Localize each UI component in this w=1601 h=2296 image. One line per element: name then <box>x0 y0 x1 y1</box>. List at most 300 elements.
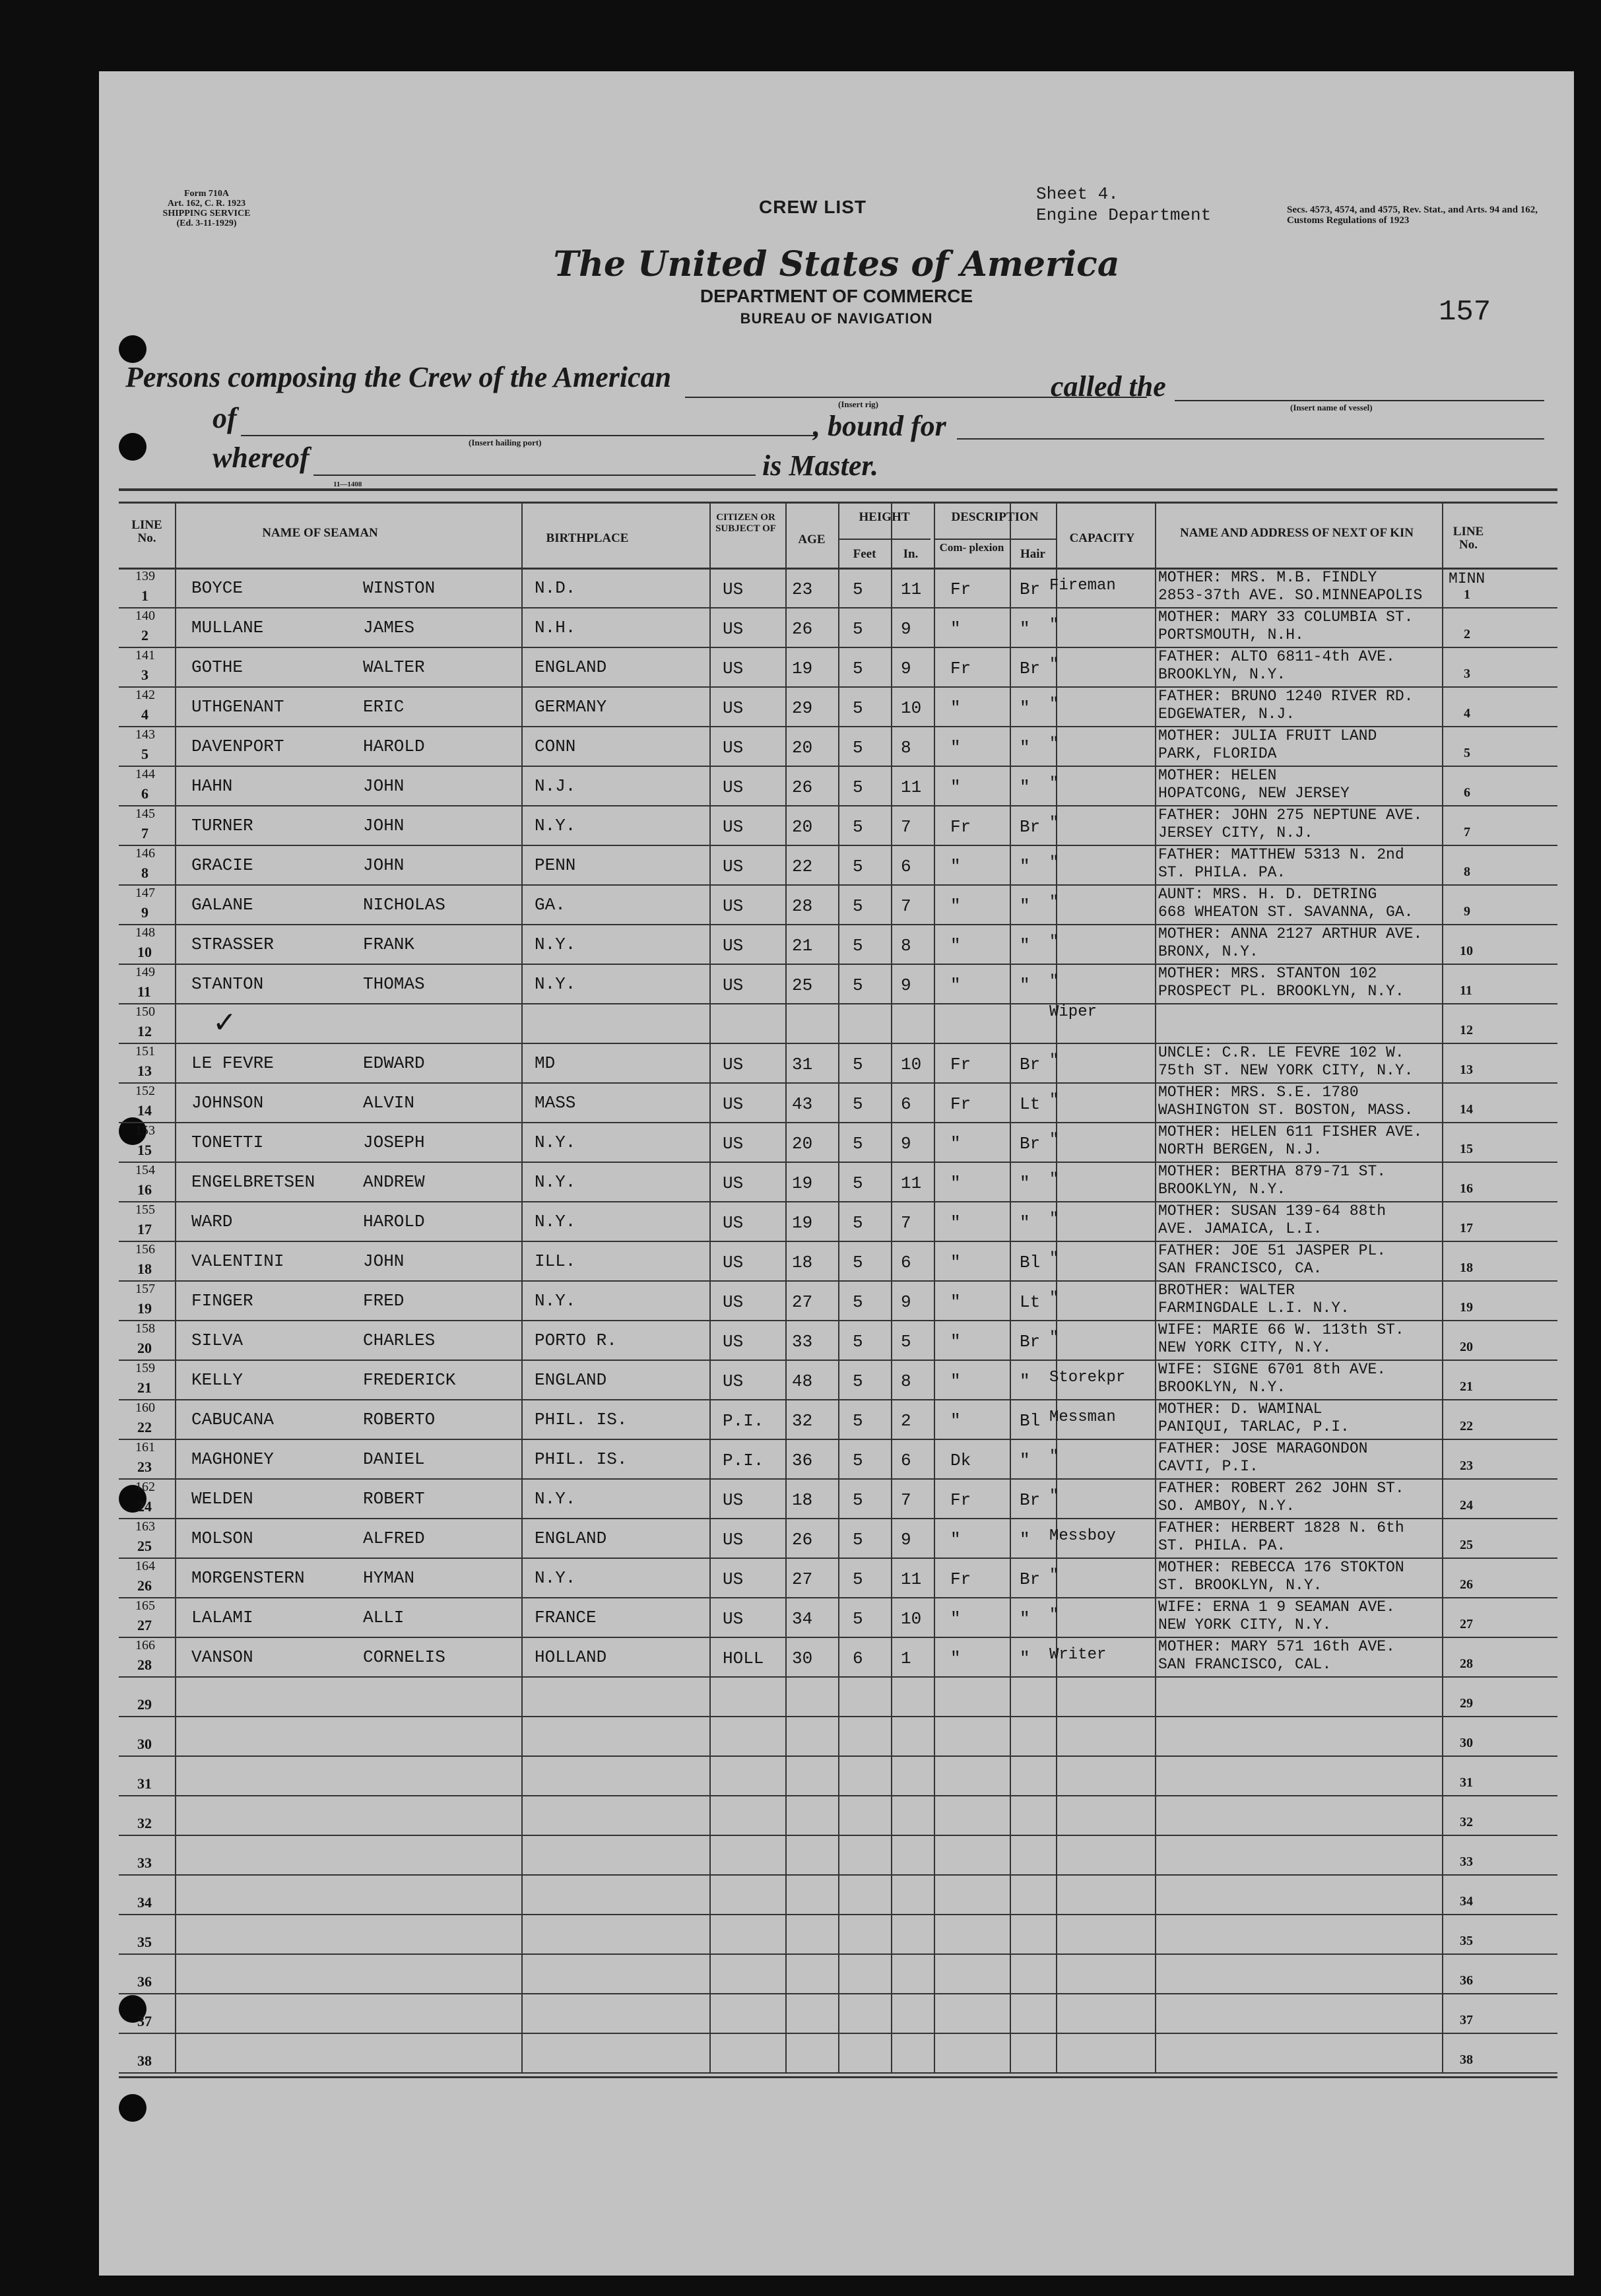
line-number-right: 7 <box>1464 825 1470 839</box>
complexion: " <box>950 1134 961 1154</box>
height-feet: 5 <box>853 698 863 718</box>
line-number-right: 6 <box>1464 785 1470 800</box>
serial-number: 152 <box>135 1084 155 1098</box>
seaman-given-name: CORNELIS <box>363 1647 445 1667</box>
birthplace: N.Y. <box>535 1568 576 1588</box>
line-number: 16 <box>137 1181 152 1198</box>
form-service: SHIPPING SERVICE <box>162 209 251 218</box>
line-number-right: 16 <box>1460 1181 1473 1196</box>
persons-phrase: Persons composing the Crew of the American <box>125 361 672 393</box>
seaman-given-name: JOHN <box>363 816 405 836</box>
serial-number: 153 <box>135 1123 155 1138</box>
insert-rig-hint: (Insert rig) <box>838 399 879 409</box>
capacity: " <box>1049 1171 1059 1189</box>
line-number-right: 9 <box>1464 904 1470 919</box>
citizenship: US <box>723 1213 744 1233</box>
next-of-kin-line1: FATHER: JOSE MARAGONDON <box>1158 1440 1368 1457</box>
next-of-kin-line2: CAVTI, P.I. <box>1158 1458 1258 1475</box>
line-number-right: 3 <box>1464 667 1470 681</box>
capacity: " <box>1049 656 1059 674</box>
next-of-kin-line1: FATHER: JOE 51 JASPER PL. <box>1158 1242 1387 1259</box>
seaman-given-name: HAROLD <box>363 1212 425 1231</box>
line-number-right: 2 <box>1464 627 1470 641</box>
age: 26 <box>792 1530 813 1550</box>
seaman-given-name: ROBERTO <box>363 1410 436 1429</box>
capacity: Wiper <box>1049 1003 1097 1021</box>
birthplace: GERMANY <box>535 697 607 717</box>
height-feet: 5 <box>853 1134 863 1154</box>
hair-color: " <box>1020 1451 1030 1470</box>
next-of-kin-line2: NEW YORK CITY, N.Y. <box>1158 1616 1332 1633</box>
complexion: Fr <box>950 1490 971 1510</box>
complexion: " <box>950 1371 961 1391</box>
capacity: Writer <box>1049 1646 1107 1664</box>
line-number-right: 13 <box>1460 1063 1473 1077</box>
age: 28 <box>792 896 813 916</box>
citizenship: US <box>723 619 744 639</box>
citizenship: US <box>723 659 744 678</box>
serial-number: 147 <box>135 886 155 900</box>
line-number-right: 5 <box>1464 746 1470 760</box>
next-of-kin-line2: PROSPECT PL. BROOKLYN, N.Y. <box>1158 983 1404 1000</box>
age: 30 <box>792 1649 813 1668</box>
line-number: 3 <box>141 667 148 683</box>
height-inches: 11 <box>901 579 922 599</box>
birthplace: N.Y. <box>535 1172 576 1192</box>
birthplace: ENGLAND <box>535 1528 607 1548</box>
next-of-kin-line2: HOPATCONG, NEW JERSEY <box>1158 785 1350 802</box>
punch-hole <box>119 335 147 363</box>
next-of-kin-line1: FATHER: HERBERT 1828 N. 6th <box>1158 1519 1404 1536</box>
next-of-kin-line2: FARMINGDALE L.I. N.Y. <box>1158 1299 1350 1317</box>
capacity: " <box>1049 1092 1059 1109</box>
crew-list-document <box>99 71 1574 2276</box>
height-feet: 5 <box>853 1173 863 1193</box>
line-number: 27 <box>137 1617 152 1633</box>
seaman-surname: MORGENSTERN <box>191 1568 305 1588</box>
height-inches: 10 <box>901 698 922 718</box>
hair-color: " <box>1020 698 1030 718</box>
column-divider <box>1442 502 1443 2072</box>
next-of-kin-line1: WIFE: ERNA 1 9 SEAMAN AVE. <box>1158 1598 1395 1616</box>
complexion: Fr <box>950 817 971 837</box>
seaman-given-name: ERIC <box>363 697 405 717</box>
complexion: Fr <box>950 659 971 678</box>
serial-number: 161 <box>135 1440 155 1455</box>
age: 21 <box>792 936 813 956</box>
line-number-right: 29 <box>1460 1696 1473 1711</box>
header-line-no-right: LINE No. <box>1453 525 1484 552</box>
hair-color: Br <box>1020 1569 1041 1589</box>
line-number: 36 <box>137 1973 152 1990</box>
height-feet: 5 <box>853 619 863 639</box>
serial-number: 143 <box>135 727 155 742</box>
line-number: 31 <box>137 1775 152 1792</box>
seaman-surname: MULLANE <box>191 618 264 638</box>
hair-color: Br <box>1020 817 1041 837</box>
seaman-surname: TONETTI <box>191 1132 264 1152</box>
line-number: 9 <box>141 904 148 921</box>
citizenship: P.I. <box>723 1451 764 1470</box>
height-feet: 5 <box>853 1411 863 1431</box>
hair-color: Br <box>1020 1134 1041 1154</box>
next-of-kin-line2: EDGEWATER, N.J. <box>1158 705 1295 723</box>
age: 18 <box>792 1253 813 1272</box>
birthplace: MASS <box>535 1093 576 1113</box>
height-inches: 8 <box>901 936 911 956</box>
capacity: " <box>1049 1488 1059 1505</box>
seaman-given-name: ROBERT <box>363 1489 425 1509</box>
age: 27 <box>792 1292 813 1312</box>
destination-field[interactable] <box>957 438 1544 440</box>
line-number-right: 22 <box>1460 1419 1473 1433</box>
line-number-right: 28 <box>1460 1656 1473 1671</box>
column-divider <box>709 502 711 2072</box>
seaman-surname: ENGELBRETSEN <box>191 1172 315 1192</box>
line-number-right: 19 <box>1460 1300 1473 1315</box>
line-number: 1 <box>141 587 148 604</box>
form-article: Art. 162, C. R. 1923 <box>167 199 246 209</box>
seaman-given-name: WINSTON <box>363 578 436 598</box>
header-feet: Feet <box>853 547 876 561</box>
height-inches: 6 <box>901 1451 911 1470</box>
age: 23 <box>792 579 813 599</box>
line-number-right: 12 <box>1460 1023 1473 1037</box>
hair-color: Br <box>1020 1490 1041 1510</box>
line-number: 10 <box>137 944 152 960</box>
height-feet: 5 <box>853 738 863 758</box>
birthplace: PHIL. IS. <box>535 1449 628 1469</box>
line-number-right: 21 <box>1460 1379 1473 1394</box>
height-feet: 5 <box>853 975 863 995</box>
complexion: " <box>950 1609 961 1629</box>
age: 22 <box>792 857 813 876</box>
seaman-surname: UTHGENANT <box>191 697 284 717</box>
header-age: AGE <box>798 533 826 546</box>
sheet-label <box>1036 183 1211 226</box>
serial-number: 148 <box>135 925 155 940</box>
seaman-surname: VANSON <box>191 1647 253 1667</box>
birthplace: ENGLAND <box>535 657 607 677</box>
next-of-kin-line2: BRONX, N.Y. <box>1158 943 1258 960</box>
seaman-given-name: FREDERICK <box>363 1370 456 1390</box>
complexion: " <box>950 1411 961 1431</box>
hair-color: " <box>1020 936 1030 956</box>
hair-color: " <box>1020 1371 1030 1391</box>
serial-number: 158 <box>135 1321 155 1336</box>
line-number: 13 <box>137 1063 152 1079</box>
line-number: 7 <box>141 825 148 841</box>
citizenship: US <box>723 1094 744 1114</box>
line-number: 4 <box>141 706 148 723</box>
next-of-kin-line2: ST. PHILA. PA. <box>1158 1537 1286 1554</box>
birthplace: PHIL. IS. <box>535 1410 628 1429</box>
next-of-kin-line1: FATHER: MATTHEW 5313 N. 2nd <box>1158 846 1404 863</box>
line-number: 26 <box>137 1577 152 1594</box>
complexion: Fr <box>950 1094 971 1114</box>
serial-number: 142 <box>135 688 155 702</box>
seaman-surname: LE FEVRE <box>191 1053 274 1073</box>
row-divider <box>838 539 931 540</box>
seaman-surname: ✓ <box>212 1006 237 1039</box>
birthplace: GA. <box>535 895 566 915</box>
complexion: " <box>950 1253 961 1272</box>
seaman-surname: HAHN <box>191 776 233 796</box>
line-number-right: 27 <box>1460 1617 1473 1631</box>
birthplace: ILL. <box>535 1251 576 1271</box>
age: 29 <box>792 698 813 718</box>
seaman-given-name: HAROLD <box>363 737 425 756</box>
citizenship: US <box>723 1371 744 1391</box>
line-number-right: 37 <box>1460 2013 1473 2027</box>
next-of-kin-line1: MOTHER: MARY 33 COLUMBIA ST. <box>1158 608 1414 626</box>
height-feet: 5 <box>853 1055 863 1074</box>
line-number-right: 17 <box>1460 1221 1473 1235</box>
capacity: Storekpr <box>1049 1369 1126 1387</box>
line-number-right: 32 <box>1460 1815 1473 1829</box>
hair-color: " <box>1020 619 1030 639</box>
next-of-kin-extra: MINN <box>1449 570 1486 587</box>
line-number: 20 <box>137 1340 152 1356</box>
capacity: Fireman <box>1049 577 1116 595</box>
citizenship: US <box>723 1490 744 1510</box>
form-number: Form 710A <box>183 189 230 199</box>
height-inches: 9 <box>901 1530 911 1550</box>
next-of-kin-line2: 668 WHEATON ST. SAVANNA, GA. <box>1158 903 1414 921</box>
serial-number: 150 <box>135 1004 155 1019</box>
age: 19 <box>792 659 813 678</box>
height-inches: 7 <box>901 1213 911 1233</box>
header-complexion: Com- plexion <box>939 541 1004 554</box>
next-of-kin-line1: FATHER: BRUNO 1240 RIVER RD. <box>1158 688 1414 705</box>
next-of-kin-line2: SO. AMBOY, N.Y. <box>1158 1497 1295 1515</box>
serial-number: 149 <box>135 965 155 979</box>
height-feet: 5 <box>853 1530 863 1550</box>
next-of-kin-line1: MOTHER: JULIA FRUIT LAND <box>1158 727 1377 744</box>
whereof-phrase: whereof <box>212 442 310 474</box>
line-number-right: 8 <box>1464 865 1470 879</box>
hair-color: " <box>1020 1530 1030 1550</box>
seaman-given-name: ALLI <box>363 1608 405 1627</box>
next-of-kin-line1: MOTHER: D. WAMINAL <box>1158 1400 1323 1418</box>
capacity: " <box>1049 1448 1059 1466</box>
height-feet: 5 <box>853 659 863 678</box>
age: 43 <box>792 1094 813 1114</box>
bound-phrase: , bound for <box>813 410 946 442</box>
line-number: 38 <box>137 2052 152 2069</box>
line-number: 24 <box>137 1498 152 1515</box>
serial-number: 139 <box>135 569 155 583</box>
next-of-kin-line2: SAN FRANCISCO, CA. <box>1158 1260 1323 1277</box>
seaman-surname: WARD <box>191 1212 233 1231</box>
citizenship: US <box>723 579 744 599</box>
serial-number: 156 <box>135 1242 155 1257</box>
birthplace: CONN <box>535 737 576 756</box>
age: 20 <box>792 817 813 837</box>
next-of-kin-line1: BROTHER: WALTER <box>1158 1282 1295 1299</box>
line-number: 29 <box>137 1696 152 1713</box>
age: 32 <box>792 1411 813 1431</box>
punch-hole <box>119 2094 147 2122</box>
height-feet: 5 <box>853 1332 863 1352</box>
column-divider <box>175 502 176 2072</box>
birthplace: N.Y. <box>535 1132 576 1152</box>
statute-reference: Secs. 4573, 4574, and 4575, Rev. Stat., and Arts. 94 and 162, Customs Regulations of 1923 <box>1287 205 1538 226</box>
height-feet: 5 <box>853 936 863 956</box>
header-name: NAME OF SEAMAN <box>262 526 378 540</box>
serial-number: 160 <box>135 1400 155 1415</box>
seaman-surname: LALAMI <box>191 1608 253 1627</box>
seaman-given-name: NICHOLAS <box>363 895 445 915</box>
seaman-surname: FINGER <box>191 1291 253 1311</box>
complexion: " <box>950 936 961 956</box>
column-divider <box>838 502 839 2072</box>
citizenship: US <box>723 936 744 956</box>
height-inches: 2 <box>901 1411 911 1431</box>
birthplace: N.Y. <box>535 974 576 994</box>
citizenship: US <box>723 1134 744 1154</box>
height-feet: 5 <box>853 1451 863 1470</box>
line-number: 21 <box>137 1379 152 1396</box>
line-number-right: 20 <box>1460 1340 1473 1354</box>
age: 19 <box>792 1173 813 1193</box>
seaman-given-name: JOHN <box>363 1251 405 1271</box>
complexion: " <box>950 1530 961 1550</box>
hailing-port-field[interactable] <box>241 434 815 436</box>
height-inches: 7 <box>901 896 911 916</box>
capacity: " <box>1049 775 1059 793</box>
hair-color: Br <box>1020 579 1041 599</box>
seaman-surname: STRASSER <box>191 935 274 954</box>
vessel-name-field[interactable] <box>1175 399 1544 401</box>
next-of-kin-line2: 75th ST. NEW YORK CITY, N.Y. <box>1158 1062 1414 1079</box>
next-of-kin-line2: NEW YORK CITY, N.Y. <box>1158 1339 1332 1356</box>
next-of-kin-line2: 2853-37th AVE. SO.MINNEAPOLIS <box>1158 587 1423 604</box>
seaman-surname: KELLY <box>191 1370 244 1390</box>
line-number-right: 35 <box>1460 1934 1473 1948</box>
age: 36 <box>792 1451 813 1470</box>
seaman-surname: VALENTINI <box>191 1251 284 1271</box>
citizenship: US <box>723 1253 744 1272</box>
hair-color: Bl <box>1020 1253 1041 1272</box>
line-number: 11 <box>137 983 151 1000</box>
height-feet: 5 <box>853 1569 863 1589</box>
birthplace: PENN <box>535 855 576 875</box>
header-hair: Hair <box>1020 547 1045 561</box>
citizenship: US <box>723 1055 744 1074</box>
column-divider <box>1155 502 1156 2072</box>
serial-number: 151 <box>135 1044 155 1059</box>
hair-color: Br <box>1020 659 1041 678</box>
line-number-right: 33 <box>1460 1854 1473 1869</box>
serial-number: 166 <box>135 1638 155 1653</box>
header-next-of-kin: NAME AND ADDRESS OF NEXT OF KIN <box>1179 526 1414 540</box>
document-title: CREW LIST <box>759 197 866 217</box>
next-of-kin-line1: MOTHER: MRS. M.B. FINDLY <box>1158 569 1377 586</box>
serial-number: 163 <box>135 1519 155 1534</box>
citizenship: US <box>723 1292 744 1312</box>
line-number: 22 <box>137 1419 152 1435</box>
age: 34 <box>792 1609 813 1629</box>
next-of-kin-line2: BROOKLYN, N.Y. <box>1158 666 1286 683</box>
birthplace: HOLLAND <box>535 1647 607 1667</box>
next-of-kin-line2: BROOKLYN, N.Y. <box>1158 1181 1286 1198</box>
seaman-surname: SILVA <box>191 1330 244 1350</box>
seaman-surname: JOHNSON <box>191 1093 264 1113</box>
sheet-number: Sheet 4. <box>1036 184 1119 204</box>
seaman-given-name: THOMAS <box>363 974 425 994</box>
line-number-right: 1 <box>1464 587 1470 602</box>
column-divider <box>934 502 935 2072</box>
complexion: " <box>950 975 961 995</box>
line-number: 37 <box>137 2013 152 2029</box>
of-phrase: of <box>212 402 237 434</box>
hair-color: " <box>1020 777 1030 797</box>
next-of-kin-line2: JERSEY CITY, N.J. <box>1158 824 1313 841</box>
age: 48 <box>792 1371 813 1391</box>
next-of-kin-line1: MOTHER: HELEN 611 FISHER AVE. <box>1158 1123 1423 1140</box>
next-of-kin-line1: WIFE: MARIE 66 W. 113th ST. <box>1158 1321 1404 1338</box>
line-number: 23 <box>137 1459 152 1475</box>
line-number: 18 <box>137 1261 152 1277</box>
line-number: 14 <box>137 1102 152 1119</box>
height-inches: 6 <box>901 1253 911 1272</box>
birthplace: ENGLAND <box>535 1370 607 1390</box>
height-feet: 5 <box>853 1371 863 1391</box>
serial-number: 165 <box>135 1598 155 1613</box>
age: 27 <box>792 1569 813 1589</box>
page-number: 157 <box>1439 296 1491 329</box>
next-of-kin-line2: BROOKLYN, N.Y. <box>1158 1379 1286 1396</box>
complexion: " <box>950 1649 961 1668</box>
next-of-kin-line1: MOTHER: BERTHA 879-71 ST. <box>1158 1163 1387 1180</box>
birthplace: N.Y. <box>535 935 576 954</box>
line-number: 12 <box>137 1023 152 1039</box>
master-name-field[interactable] <box>313 474 756 476</box>
age: 19 <box>792 1213 813 1233</box>
height-feet: 5 <box>853 896 863 916</box>
department-label: Engine Department <box>1036 205 1212 225</box>
citizenship: US <box>723 1609 744 1629</box>
seaman-given-name: DANIEL <box>363 1449 425 1469</box>
citizenship: US <box>723 1530 744 1550</box>
serial-number: 159 <box>135 1361 155 1375</box>
seaman-given-name: EDWARD <box>363 1053 425 1073</box>
seaman-given-name: FRANK <box>363 935 415 954</box>
line-number-right: 11 <box>1460 983 1472 998</box>
height-inches: 1 <box>901 1649 911 1668</box>
row-divider <box>119 2072 1557 2074</box>
height-feet: 5 <box>853 1213 863 1233</box>
complexion: " <box>950 1213 961 1233</box>
complexion: " <box>950 619 961 639</box>
next-of-kin-line2: PANIQUI, TARLAC, P.I. <box>1158 1418 1350 1435</box>
hair-color: " <box>1020 1609 1030 1629</box>
serial-number: 144 <box>135 767 155 781</box>
seaman-given-name: JOSEPH <box>363 1132 425 1152</box>
age: 18 <box>792 1490 813 1510</box>
height-inches: 7 <box>901 1490 911 1510</box>
line-number-right: 15 <box>1460 1142 1473 1156</box>
next-of-kin-line1: UNCLE: C.R. LE FEVRE 102 W. <box>1158 1044 1404 1061</box>
height-feet: 5 <box>853 777 863 797</box>
hair-color: Bl <box>1020 1411 1041 1431</box>
next-of-kin-line1: AUNT: MRS. H. D. DETRING <box>1158 886 1377 903</box>
hair-color: " <box>1020 975 1030 995</box>
height-feet: 5 <box>853 817 863 837</box>
complexion: " <box>950 896 961 916</box>
line-number-right: 10 <box>1460 944 1473 958</box>
